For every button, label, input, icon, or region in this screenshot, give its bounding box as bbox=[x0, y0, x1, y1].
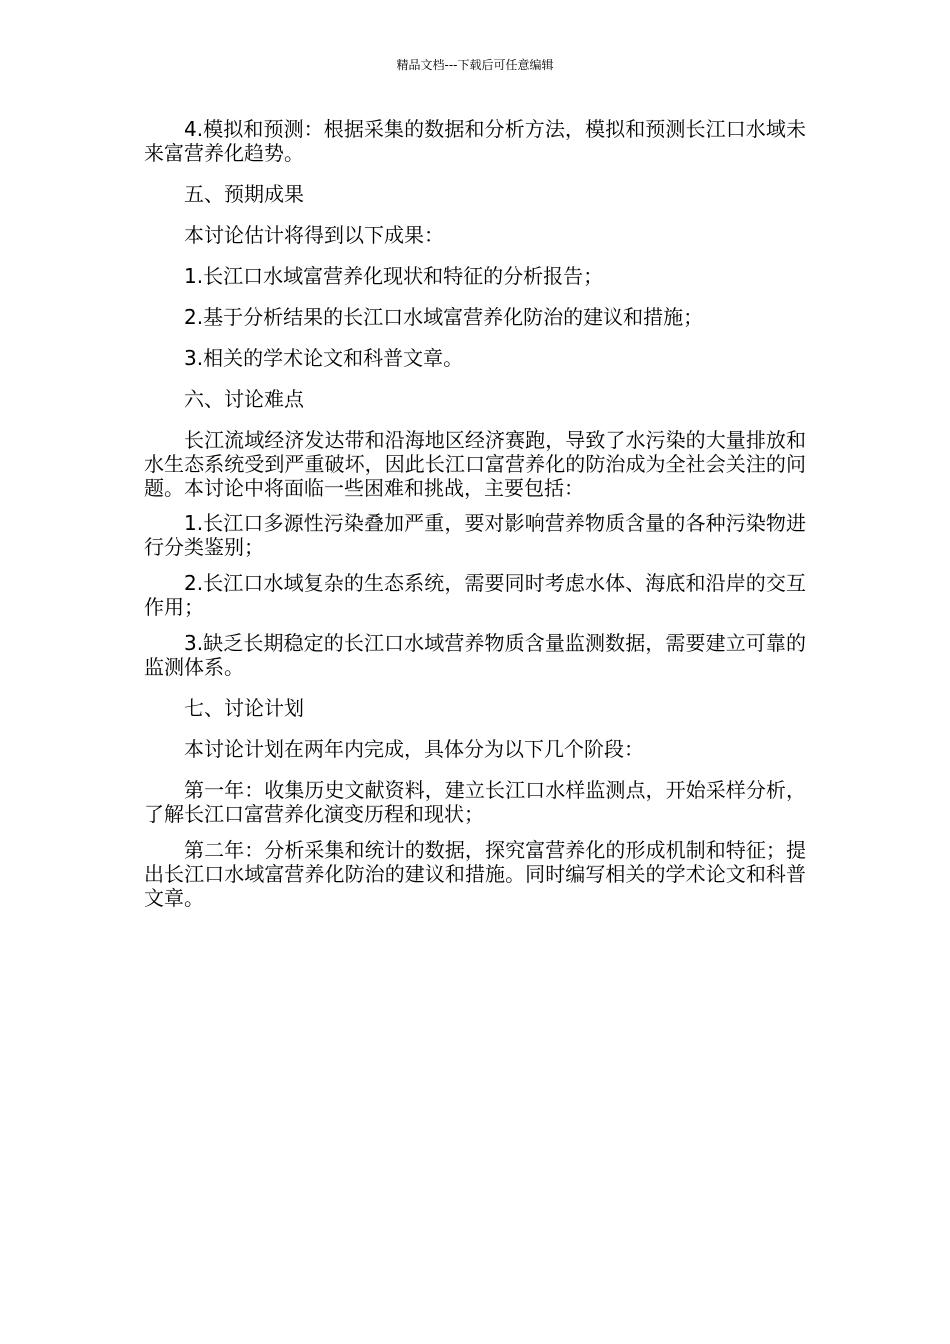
result-item-3: 3.相关的学术论文和科普文章。 bbox=[184, 346, 464, 370]
difficulty-item-1: 1.长江口多源性污染叠加严重，要对影响营养物质含量的各种污染物进行分类鉴别； bbox=[144, 511, 806, 559]
plan-year-2: 第二年：分析采集和统计的数据，探究富营养化的形成机制和特征；提出长江口水域富营养化防治的建议和措施。同时编写相关的学术论文和科普文章。 bbox=[144, 838, 806, 910]
section-heading-plan: 七、讨论计划 bbox=[184, 696, 304, 720]
result-item-1: 1.长江口水域富营养化现状和特征的分析报告； bbox=[184, 264, 604, 288]
result-item-2: 2.基于分析结果的长江口水域富营养化防治的建议和措施； bbox=[184, 305, 704, 329]
section-heading-expected-results: 五、预期成果 bbox=[184, 182, 304, 206]
section-heading-difficulties: 六、讨论难点 bbox=[184, 387, 304, 411]
document-body bbox=[144, 117, 806, 910]
paragraph-difficulties-intro: 长江流域经济发达带和沿海地区经济赛跑，导致了水污染的大量排放和水生态系统受到严重破坏，因此长江口富营养化的防治成为全社会关注的问题。本讨论中将面临一些困难和挑战，主要包括： bbox=[144, 428, 806, 500]
paragraph-results-intro: 本讨论估计将得到以下成果： bbox=[184, 223, 444, 247]
difficulty-item-2: 2.长江口水域复杂的生态系统，需要同时考虑水体、海底和沿岸的交互作用； bbox=[144, 571, 806, 619]
page-header: 精品文档---下载后可任意编辑 bbox=[396, 58, 554, 72]
paragraph-plan-intro: 本讨论计划在两年内完成，具体分为以下几个阶段： bbox=[184, 737, 644, 761]
plan-year-1: 第一年：收集历史文献资料，建立长江口水样监测点，开始采样分析，了解长江口富营养化演变历程和现状； bbox=[144, 778, 806, 826]
difficulty-item-3: 3.缺乏长期稳定的长江口水域营养物质含量监测数据，需要建立可靠的监测体系。 bbox=[144, 631, 806, 679]
paragraph-simulation-prediction: 4.模拟和预测：根据采集的数据和分析方法，模拟和预测长江口水域未来富营养化趋势。 bbox=[144, 117, 806, 165]
